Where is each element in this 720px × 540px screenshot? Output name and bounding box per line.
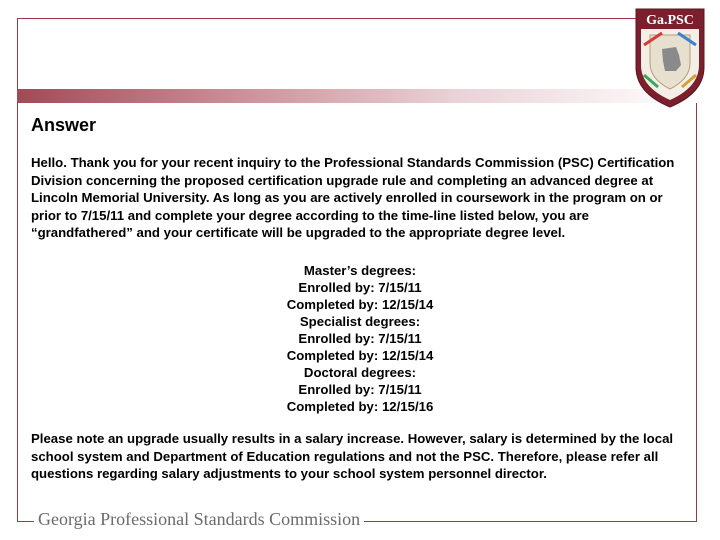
- footer-rule-right: [386, 521, 697, 522]
- deadline-line: Enrolled by: 7/15/11: [298, 382, 422, 397]
- degree-deadlines-list: [180, 262, 540, 415]
- footer-organization-name: Georgia Professional Standards Commission: [34, 509, 364, 530]
- deadline-line: Completed by: 12/15/14: [286, 348, 434, 363]
- psc-seal-logo: [632, 5, 708, 109]
- header-gradient-bar: [17, 89, 697, 103]
- intro-paragraph: Hello. Thank you for your recent inquiry to the Professional Standards Commission (PSC) Certification Division concerning the proposed certification upgrade rule and completing an advanced degree at Lincoln Memorial University. As long as you are actively enrolled in coursework in the program on or prior to 7/15/11 and complete your degree according to the time-line listed below, you are “grandfathered” and your certificate will be upgraded to the appropriate degree level.: [31, 155, 675, 240]
- deadline-line: Completed by: 12/15/14: [286, 297, 434, 312]
- deadline-line: Enrolled by: 7/15/11: [298, 331, 422, 346]
- answer-heading: Answer: [31, 115, 97, 135]
- footer-rule-left: [17, 521, 34, 522]
- logo-text: Ga.PSC: [646, 13, 694, 28]
- deadline-line: Master’s degrees:: [303, 263, 417, 278]
- deadline-line: Completed by: 12/15/16: [286, 399, 434, 414]
- deadline-line: Specialist degrees:: [299, 314, 421, 329]
- deadline-line: Doctoral degrees:: [303, 365, 417, 380]
- salary-note-paragraph: Please note an upgrade usually results in a salary increase. However, salary is determined by the local school system and Department of Education regulations and not the PSC. Therefore, please refer all questions regarding salary adjustments to your school system personnel director.: [31, 431, 674, 481]
- deadline-line: Enrolled by: 7/15/11: [298, 280, 422, 295]
